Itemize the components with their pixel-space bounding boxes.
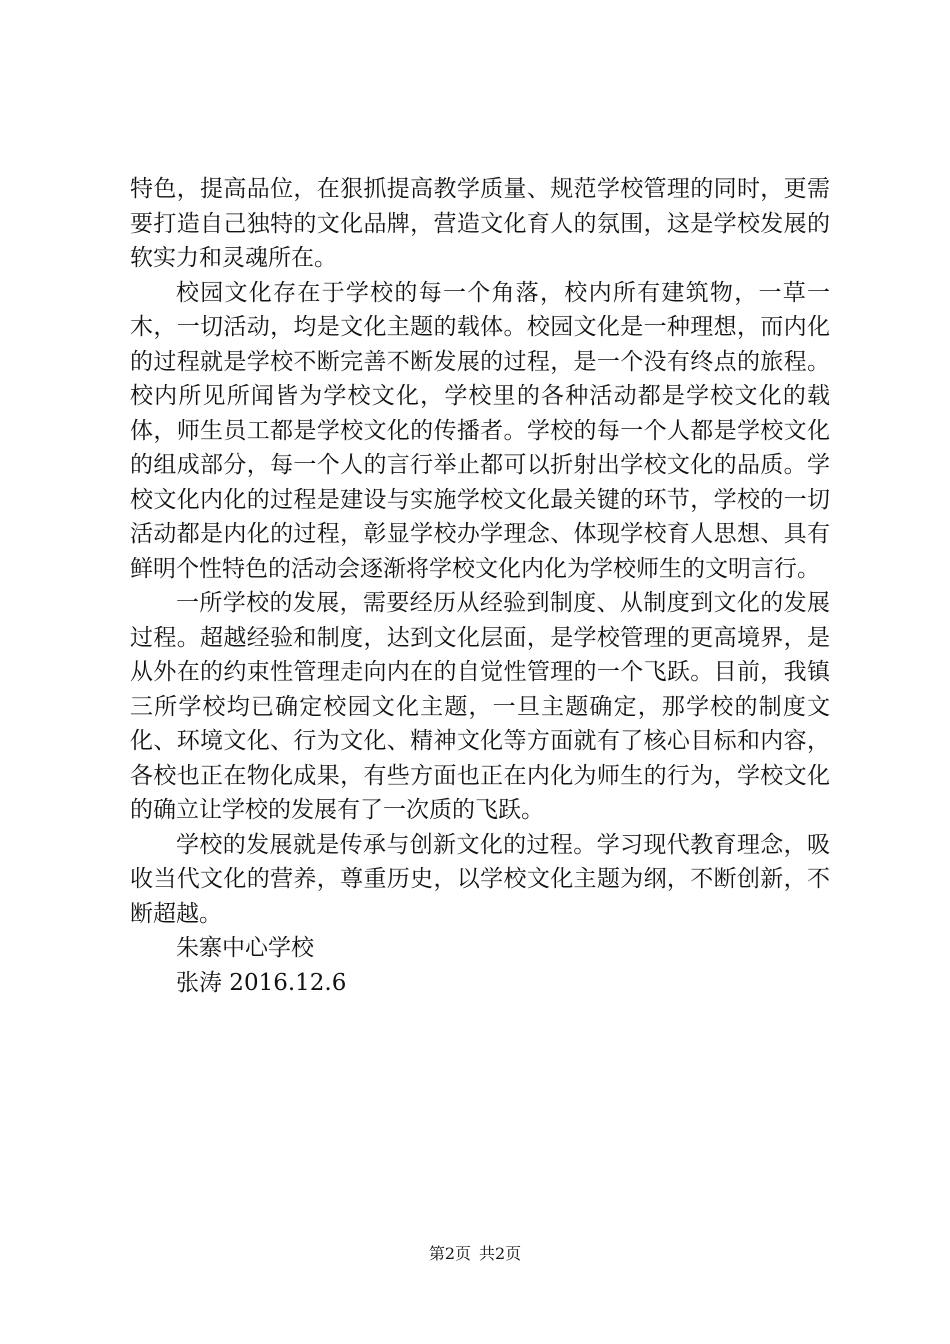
page-footer [0, 1244, 950, 1264]
paragraph-conclusion: 学校的发展就是传承与创新文化的过程。学习现代教育理念，吸收当代文化的营养，尊重历史，以学校文化主题为纲，不断创新，不断超越。 [130, 831, 830, 927]
signature-organization: 朱寨中心学校 [176, 935, 314, 961]
paragraph-campus-culture: 校园文化存在于学校的每一个角落，校内所有建筑物，一草一木，一切活动，均是文化主题的载体。校园文化是一种理想，而内化的过程就是学校不断完善不断发展的过程，是一个没有终点的旅程。校内所见所闻皆为学校文化，学校里的各种活动都是学校文化的载体，师生员工都是学校文化的传播者。学校的每一个人都是学校文化的组成部分，每一个人的言行举止都可以折射出学校文化的品质。学校文化内化的过程是建设与实施学校文化最关键的环节，学校的一切活动都是内化的过程，彰显学校办学理念、体现学校育人思想、具有鲜明个性特色的活动会逐渐将学校文化内化为学校师生的文明言行。 [130, 279, 830, 582]
page-number-current: 第2页 [428, 1244, 471, 1263]
paragraph-school-development: 一所学校的发展，需要经历从经验到制度、从制度到文化的发展过程。超越经验和制度，达到文化层面，是学校管理的更高境界，是从外在的约束性管理走向内在的自觉性管理的一个飞跃。目前，我镇三所学校均已确定校园文化主题，一旦主题确定，那学校的制度文化、环境文化、行为文化、精神文化等方面就有了核心目标和内容，各校也正在物化成果，有些方面也正在内化为师生的行为，学校文化的确立让学校的发展有了一次质的飞跃。 [130, 590, 830, 823]
page-number-total: 共2页 [479, 1244, 522, 1263]
paragraph-continuation: 特色，提高品位，在狠抓提高教学质量、规范学校管理的同时，更需要打造自己独特的文化品牌，营造文化育人的氛围，这是学校发展的软实力和灵魂所在。 [130, 176, 830, 271]
document-body [130, 172, 830, 1000]
signature-author-date: 张涛 2016.12.6 [176, 969, 347, 996]
